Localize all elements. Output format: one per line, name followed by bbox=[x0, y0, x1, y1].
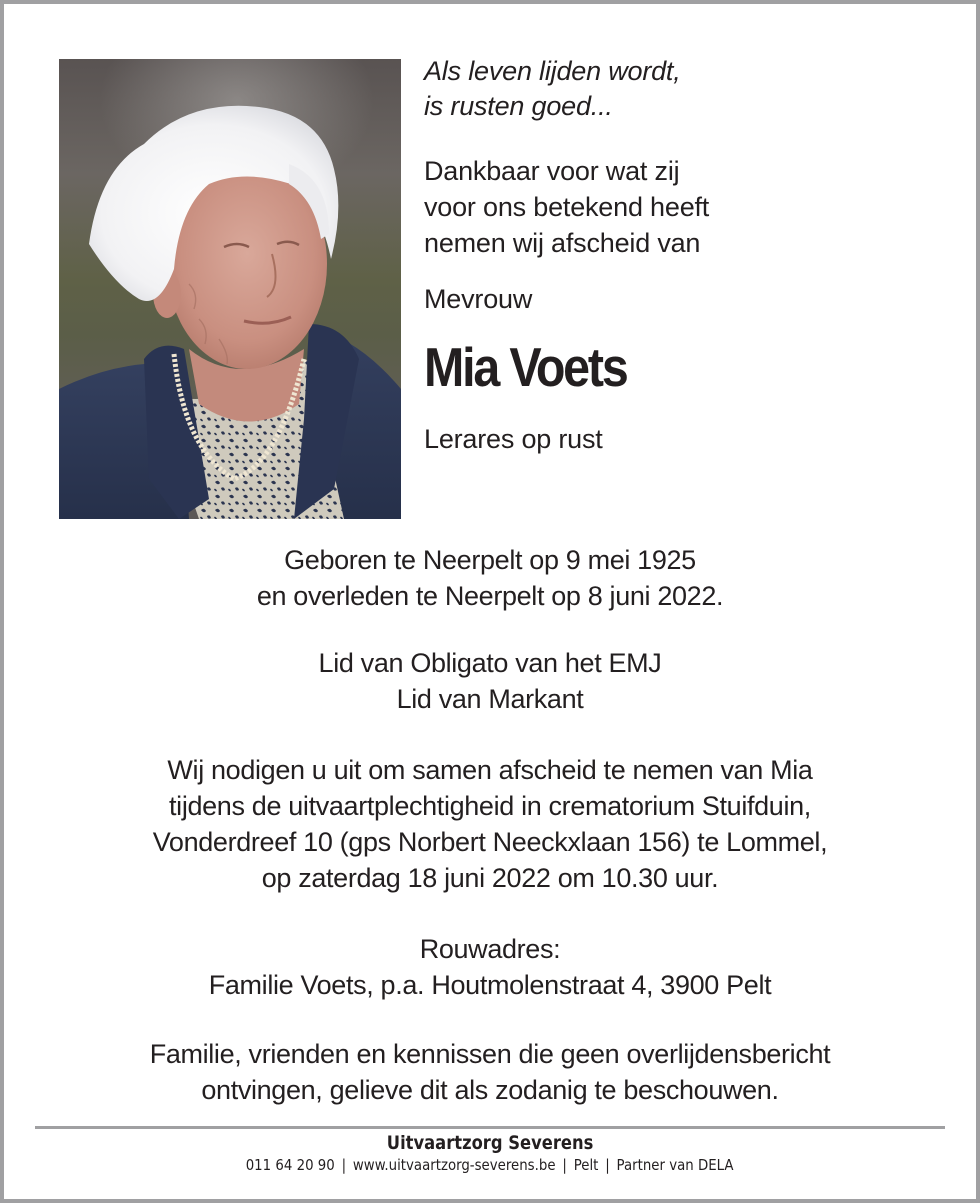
motto-line: Als leven lijden wordt, bbox=[424, 56, 681, 86]
deceased-name: Mia Voets bbox=[424, 336, 627, 398]
invitation-line: Wij nodigen u uit om samen afscheid te nemen van Mia bbox=[167, 755, 813, 785]
funeral-home-footer bbox=[0, 1132, 980, 1176]
closing-line: Familie, vrienden en kennissen die geen overlijdensbericht bbox=[149, 1039, 831, 1069]
title-prefix: Mevrouw bbox=[424, 284, 533, 314]
portrait-illustration bbox=[59, 59, 401, 519]
mourning-address-value: Familie Voets, p.a. Houtmolenstraat 4, 3900 Pelt bbox=[208, 970, 772, 1000]
closing-line: ontvingen, gelieve dit als zodanig te beschouwen. bbox=[201, 1075, 779, 1105]
birth-line: Geboren te Neerpelt op 9 mei 1925 bbox=[284, 545, 696, 575]
mourning-address bbox=[30, 931, 950, 1003]
closing-note bbox=[30, 1036, 950, 1108]
intro-line: voor ons betekend heeft bbox=[424, 192, 710, 222]
invitation-line: op zaterdag 18 juni 2022 om 10.30 uur. bbox=[261, 863, 719, 893]
mourning-address-label: Rouwadres: bbox=[419, 934, 561, 964]
portrait-photo bbox=[59, 59, 401, 519]
location: Pelt bbox=[574, 1156, 599, 1174]
header-text-column bbox=[424, 54, 944, 457]
intro-line: Dankbaar voor wat zij bbox=[424, 156, 680, 186]
intro-text bbox=[424, 153, 944, 261]
separator: | bbox=[341, 1156, 347, 1174]
partner: Partner van DELA bbox=[616, 1156, 734, 1174]
memberships bbox=[30, 645, 950, 717]
invitation-line: tijdens de uitvaartplechtigheid in crematorium Stuifduin, bbox=[169, 791, 811, 821]
funeral-home-name: Uitvaartzorg Severens bbox=[386, 1132, 594, 1154]
membership-line: Lid van Markant bbox=[396, 684, 584, 714]
website-link[interactable]: www.uitvaartzorg-severens.be bbox=[353, 1156, 556, 1174]
funeral-invitation bbox=[30, 752, 950, 896]
occupation: Lerares op rust bbox=[424, 424, 603, 454]
invitation-line: Vonderdreef 10 (gps Norbert Neeckxlaan 156) te Lommel, bbox=[152, 827, 828, 857]
separator: | bbox=[605, 1156, 611, 1174]
intro-line: nemen wij afscheid van bbox=[424, 228, 701, 258]
motto bbox=[424, 54, 944, 124]
funeral-home-contact bbox=[246, 1154, 734, 1176]
footer-divider bbox=[35, 1126, 945, 1129]
motto-line: is rusten goed... bbox=[424, 91, 613, 121]
death-line: en overleden te Neerpelt op 8 juni 2022. bbox=[256, 581, 724, 611]
separator: | bbox=[562, 1156, 568, 1174]
membership-line: Lid van Obligato van het EMJ bbox=[318, 648, 662, 678]
obituary-body bbox=[30, 542, 950, 1139]
phone-number[interactable]: 011 64 20 90 bbox=[246, 1156, 336, 1174]
life-dates bbox=[30, 542, 950, 614]
